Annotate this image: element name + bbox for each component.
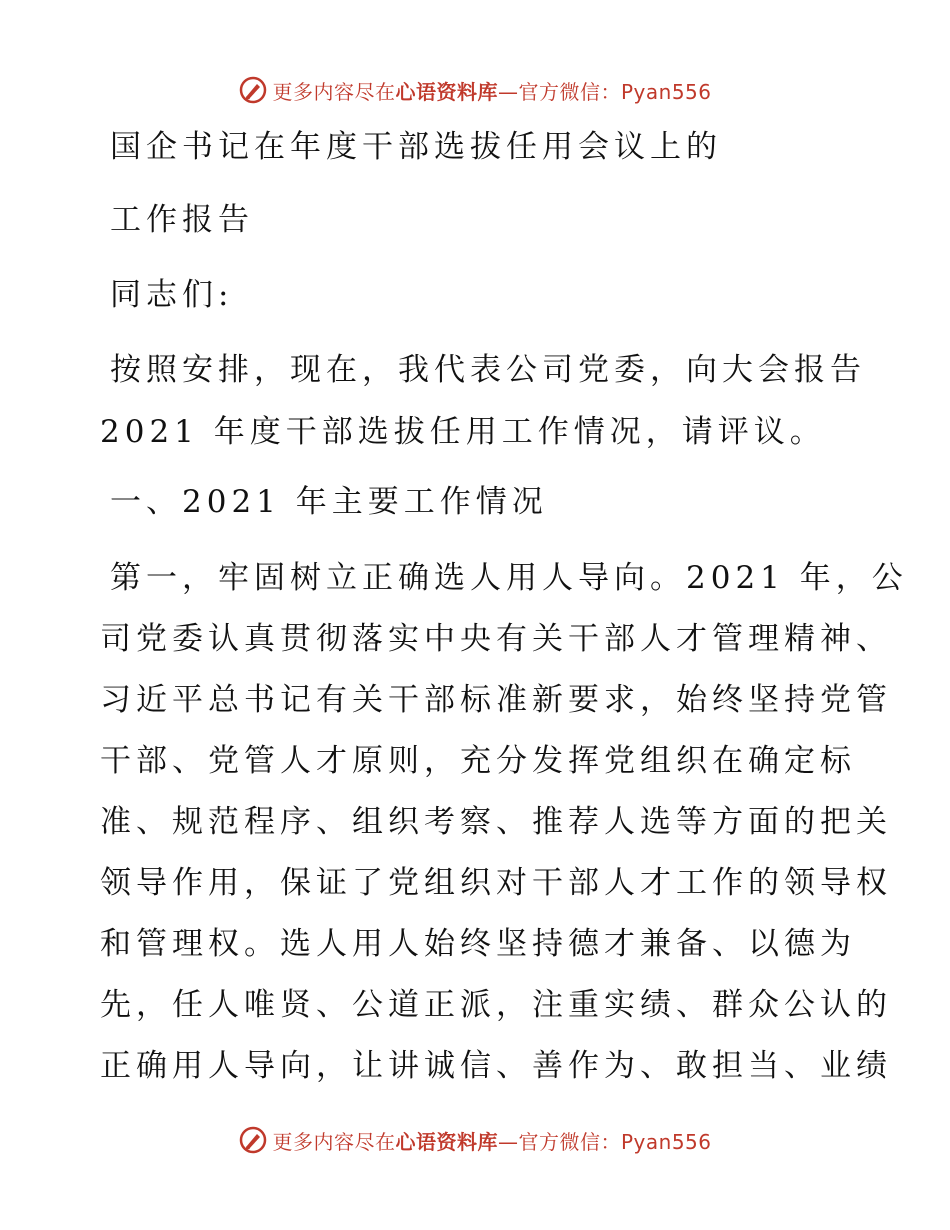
watermark-text [272,1126,711,1155]
paragraph-line: 准、规范程序、组织考察、推荐人选等方面的把关 [100,804,892,840]
watermark-label: 官方微信： [518,79,621,104]
watermark-library: 心语资料库 [395,1129,498,1154]
watermark-banner-bottom [0,1120,950,1160]
paragraph-line: 习近平总书记有关干部标准新要求，始终坚持党管 [100,682,892,718]
watermark-separator: — [497,79,519,104]
watermark-separator: — [497,1129,519,1154]
intro-line-1: 按照安排，现在，我代表公司党委，向大会报告 [110,352,866,388]
watermark-account: Pyan556 [620,1129,712,1154]
paragraph-line: 司党委认真贯彻落实中央有关干部人才管理精神、 [100,621,892,657]
watermark-label: 官方微信： [518,1129,621,1154]
pen-circle-logo-icon [238,75,268,105]
watermark-banner-top [0,70,950,110]
paragraph-line: 领导作用，保证了党组织对干部人才工作的领导权 [100,865,892,901]
paragraph-line: 正确用人导向，让讲诚信、善作为、敢担当、业绩 [100,1048,892,1084]
document-title-line-2: 工作报告 [110,202,254,238]
section-heading-1: 一、2021 年主要工作情况 [110,484,548,520]
intro-line-2: 2021 年度干部选拔任用工作情况，请评议。 [100,414,826,450]
watermark-text [272,76,711,105]
watermark-prefix: 更多内容尽在 [272,1129,396,1154]
pen-circle-logo-icon [238,1125,268,1155]
paragraph-line: 先，任人唯贤、公道正派，注重实绩、群众公认的 [100,987,892,1023]
watermark-prefix: 更多内容尽在 [272,79,396,104]
salutation: 同志们: [110,277,234,313]
paragraph-line: 和管理权。选人用人始终坚持德才兼备、以德为 [100,926,856,962]
watermark-account: Pyan556 [620,79,712,104]
paragraph-line: 干部、党管人才原则，充分发挥党组织在确定标 [100,743,856,779]
watermark-library: 心语资料库 [395,79,498,104]
paragraph-line: 第一，牢固树立正确选人用人导向。2021 年，公 [110,560,908,596]
document-title-line-1: 国企书记在年度干部选拔任用会议上的 [110,129,722,165]
